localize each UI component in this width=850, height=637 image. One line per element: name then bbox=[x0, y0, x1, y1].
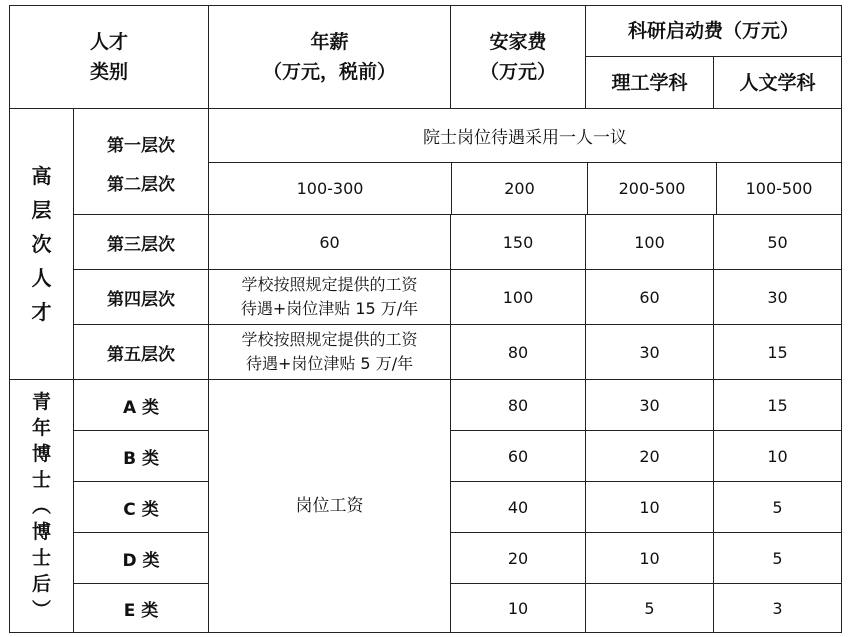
level2-housing: 200 bbox=[452, 163, 588, 214]
row-label-class-a: A 类 bbox=[74, 380, 209, 431]
level3-housing: 150 bbox=[451, 215, 586, 270]
class-d-science: 10 bbox=[586, 533, 714, 584]
header-science-engineering: 理工学科 bbox=[586, 57, 714, 109]
header-humanities: 人文学科 bbox=[714, 57, 842, 109]
class-d-humanities: 5 bbox=[714, 533, 842, 584]
row-label-class-d: D 类 bbox=[74, 533, 209, 584]
group-young-doctor-postdoc: 青 年 博 士 ︵ 博 士 后 ︶ bbox=[10, 380, 74, 633]
header-talent-category: 人才 类别 bbox=[10, 6, 209, 109]
level2-values-row bbox=[209, 163, 841, 214]
level5-humanities: 15 bbox=[714, 325, 842, 380]
row-label-level2: 第二层次 bbox=[107, 175, 175, 195]
young-doctor-salary: 岗位工资 bbox=[209, 380, 451, 633]
class-e-humanities: 3 bbox=[714, 584, 842, 633]
level5-housing: 80 bbox=[451, 325, 586, 380]
header-housing-allowance: 安家费 （万元） bbox=[451, 6, 586, 109]
class-c-humanities: 5 bbox=[714, 482, 842, 533]
row-label-level3: 第三层次 bbox=[74, 215, 209, 270]
talent-compensation-table bbox=[9, 5, 842, 633]
level4-science: 60 bbox=[586, 270, 714, 325]
row-label-class-e: E 类 bbox=[74, 584, 209, 633]
class-b-housing: 60 bbox=[451, 431, 586, 482]
level5-salary: 学校按照规定提供的工资 待遇+岗位津贴 5 万/年 bbox=[209, 325, 451, 380]
class-c-science: 10 bbox=[586, 482, 714, 533]
academician-note: 院士岗位待遇采用一人一议 bbox=[209, 109, 841, 163]
class-a-humanities: 15 bbox=[714, 380, 842, 431]
level2-humanities: 100-500 bbox=[745, 179, 813, 198]
row-label-level5: 第五层次 bbox=[74, 325, 209, 380]
header-annual-salary: 年薪 （万元，税前） bbox=[209, 6, 451, 109]
row-label-level1: 第一层次 bbox=[107, 136, 175, 156]
row-label-class-b: B 类 bbox=[74, 431, 209, 482]
row-label-level1-level2 bbox=[74, 109, 209, 215]
level2-salary: 100-300 bbox=[209, 163, 452, 214]
class-b-humanities: 10 bbox=[714, 431, 842, 482]
class-a-housing: 80 bbox=[451, 380, 586, 431]
class-e-housing: 10 bbox=[451, 584, 586, 633]
level4-housing: 100 bbox=[451, 270, 586, 325]
class-b-science: 20 bbox=[586, 431, 714, 482]
row-label-level4: 第四层次 bbox=[74, 270, 209, 325]
class-d-housing: 20 bbox=[451, 533, 586, 584]
level4-salary: 学校按照规定提供的工资 待遇+岗位津贴 15 万/年 bbox=[209, 270, 451, 325]
class-e-science: 5 bbox=[586, 584, 714, 633]
level3-humanities: 50 bbox=[714, 215, 842, 270]
level2-science: 200-500 bbox=[588, 163, 717, 214]
header-research-startup-fund: 科研启动费（万元） bbox=[586, 6, 842, 57]
level3-salary: 60 bbox=[209, 215, 451, 270]
class-c-housing: 40 bbox=[451, 482, 586, 533]
level3-science: 100 bbox=[586, 215, 714, 270]
class-a-science: 30 bbox=[586, 380, 714, 431]
group-high-level-talent: 高 层 次 人 才 bbox=[10, 109, 74, 380]
level5-science: 30 bbox=[586, 325, 714, 380]
row-label-class-c: C 类 bbox=[74, 482, 209, 533]
level1-level2-values bbox=[209, 109, 842, 215]
level4-humanities: 30 bbox=[714, 270, 842, 325]
